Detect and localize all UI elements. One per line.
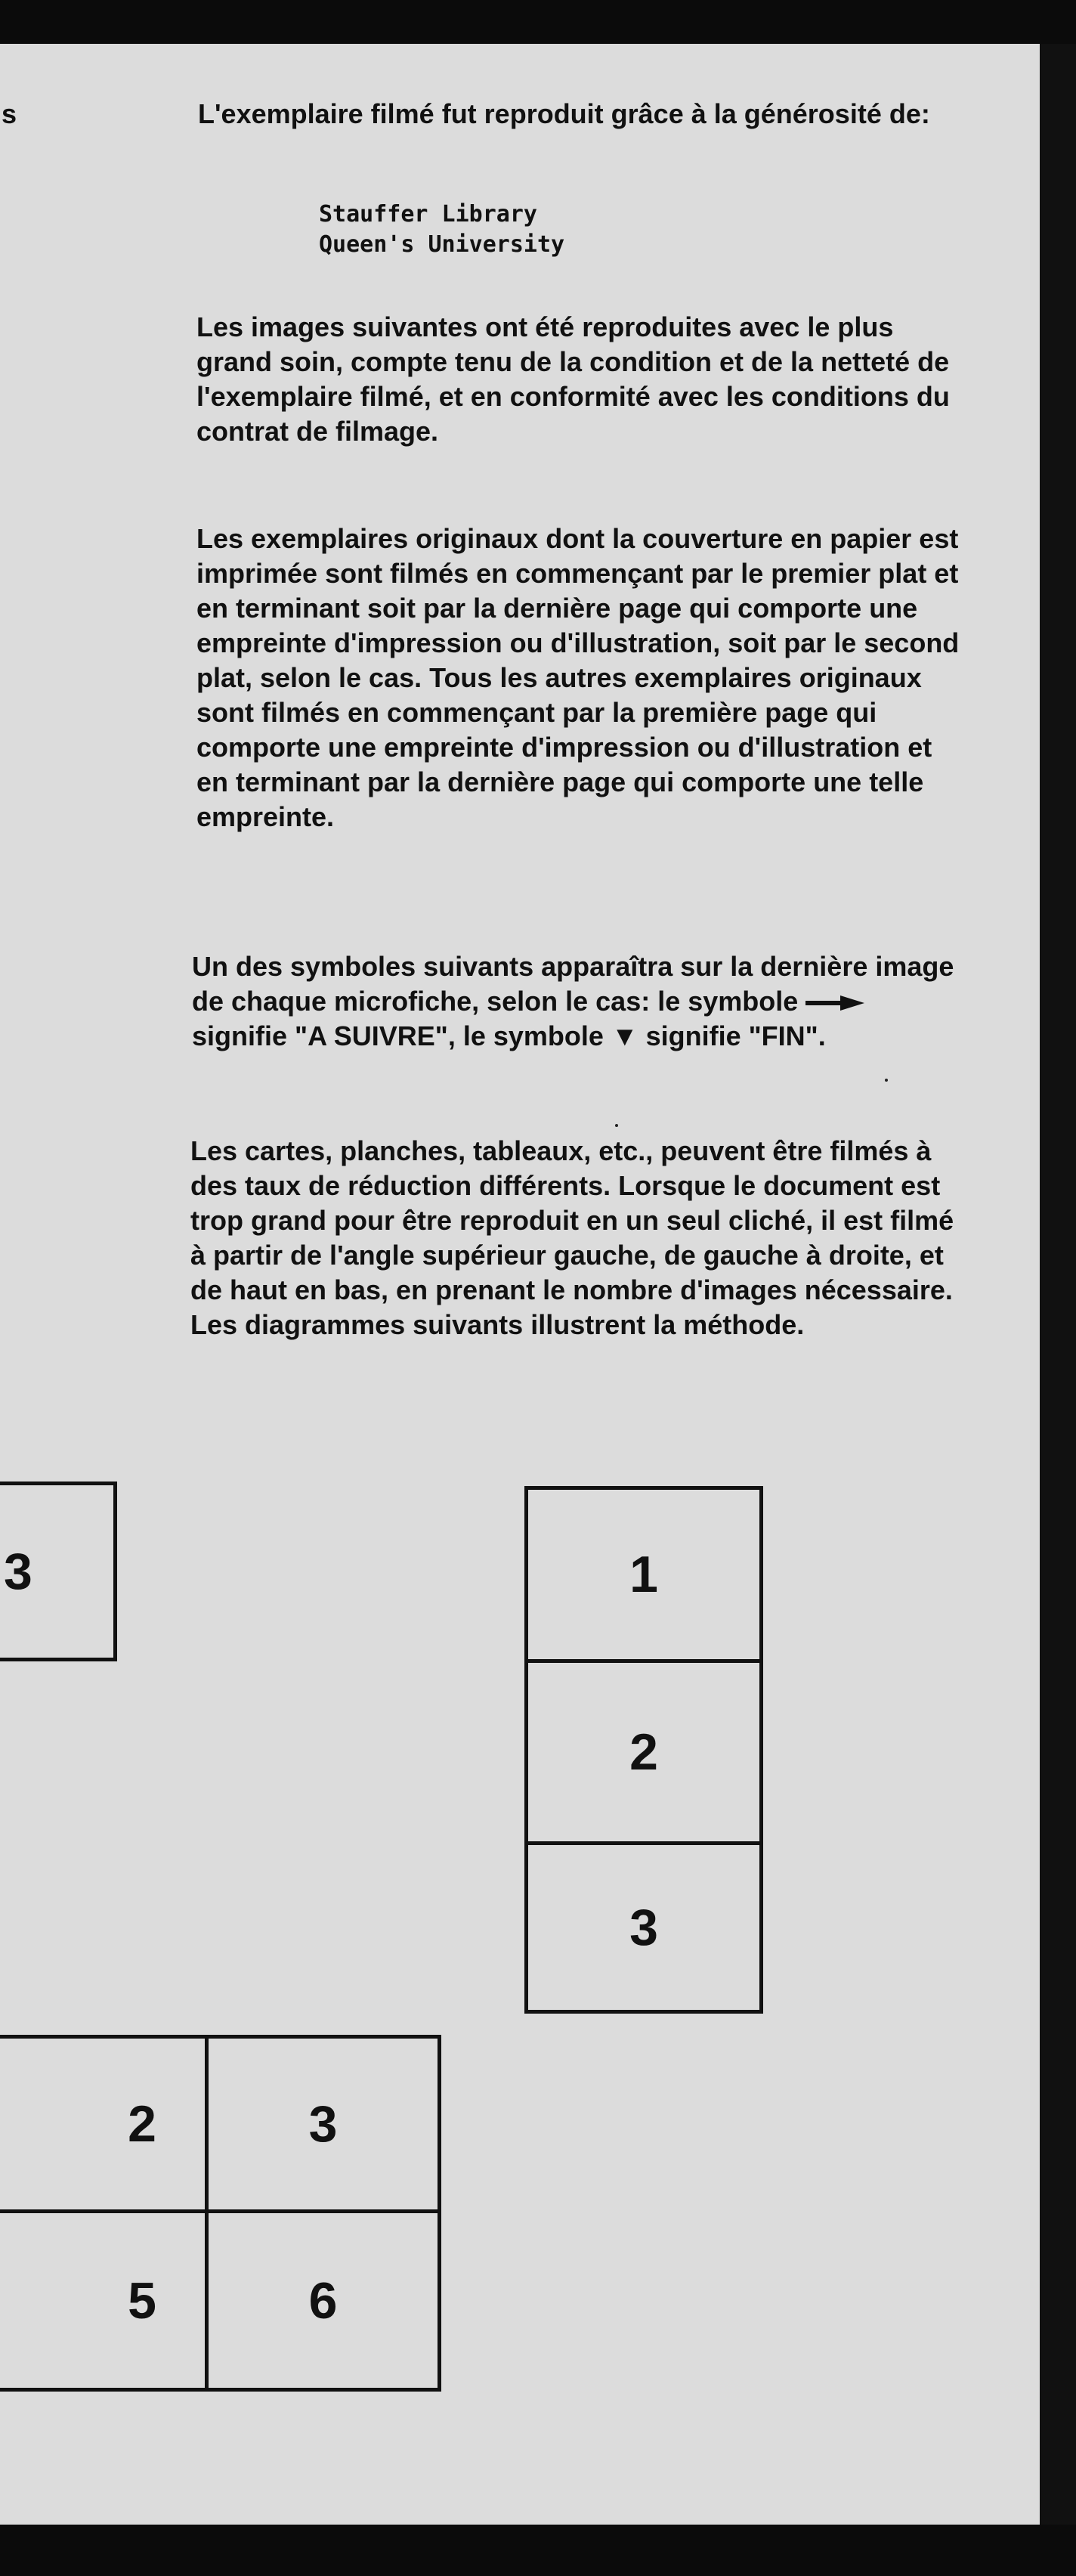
frame-number: 3 <box>308 2095 338 2153</box>
frame-cell <box>528 1845 759 2010</box>
frame-cell <box>528 1663 759 1841</box>
frame-number: 2 <box>128 2095 156 2153</box>
right-border <box>1040 44 1076 2525</box>
diagram-fragment-box <box>0 1482 117 1661</box>
frame-number: 1 <box>629 1546 658 1603</box>
symbols-text-a: Un des symboles suivants apparaîtra sur la dernière image de chaque microfiche, selon le cas: le symbole <box>192 951 954 1017</box>
paragraph-originals: Les exemplaires originaux dont la couverture en papier est imprimée sont filmés en commençant par le premier plat et en terminant soit par la dernière page qui comporte une empreinte d'impression ou d'illustration, soit par le second plat, selon le cas. Tous les autres exemplaires originaux sont filmés en commençant par la première page qui comporte une empreinte d'impression ou d'illustration et en terminant par la dernière page qui comporte une telle empreinte. <box>196 523 960 832</box>
frame-number: 3 <box>629 1899 658 1956</box>
frame-cell <box>0 2039 205 2209</box>
frame-number: 6 <box>308 2271 338 2330</box>
speck <box>885 1079 888 1082</box>
frame-cell <box>528 1490 759 1659</box>
frame-number: 5 <box>128 2271 156 2330</box>
grid-diagram <box>0 2035 441 2392</box>
intro-text: L'exemplaire filmé fut reproduit grâce à la générosité de: <box>198 98 930 129</box>
frame-number: 2 <box>629 1723 658 1781</box>
fragment-frame-number: 3 <box>4 1543 32 1600</box>
university-name: Queen's University <box>319 231 565 258</box>
symbols-text-b: signifie "A SUIVRE", le symbole ▼ signifie "FIN". <box>192 1020 826 1051</box>
frame-cell <box>0 2213 205 2388</box>
library-credit <box>319 200 564 260</box>
paragraph-symbols <box>192 949 955 1054</box>
edge-fragment-letter: s <box>2 98 17 129</box>
frame-cell <box>209 2213 438 2388</box>
speck <box>615 1124 618 1127</box>
arrow-continue-icon <box>805 994 864 1012</box>
vertical-diagram <box>524 1486 763 2014</box>
library-name: Stauffer Library <box>319 201 537 228</box>
paragraph-reproduction: Les images suivantes ont été reproduites avec le plus grand soin, compte tenu de la condition et de la netteté de l'exemplaire filmé, et en conformité avec les conditions du contrat de filmage. <box>196 311 950 447</box>
frame-cell <box>209 2039 438 2209</box>
paragraph-maps: Les cartes, planches, tableaux, etc., peuvent être filmés à des taux de réduction différents. Lorsque le document est trop grand pour être reproduit en un seul cliché, il est filmé à partir de l'angle supérieur gauche, de gauche à droite, et de haut en bas, en prenant le nombre d'images nécessaire. Les diagrammes suivants illustrent la méthode. <box>190 1135 954 1340</box>
